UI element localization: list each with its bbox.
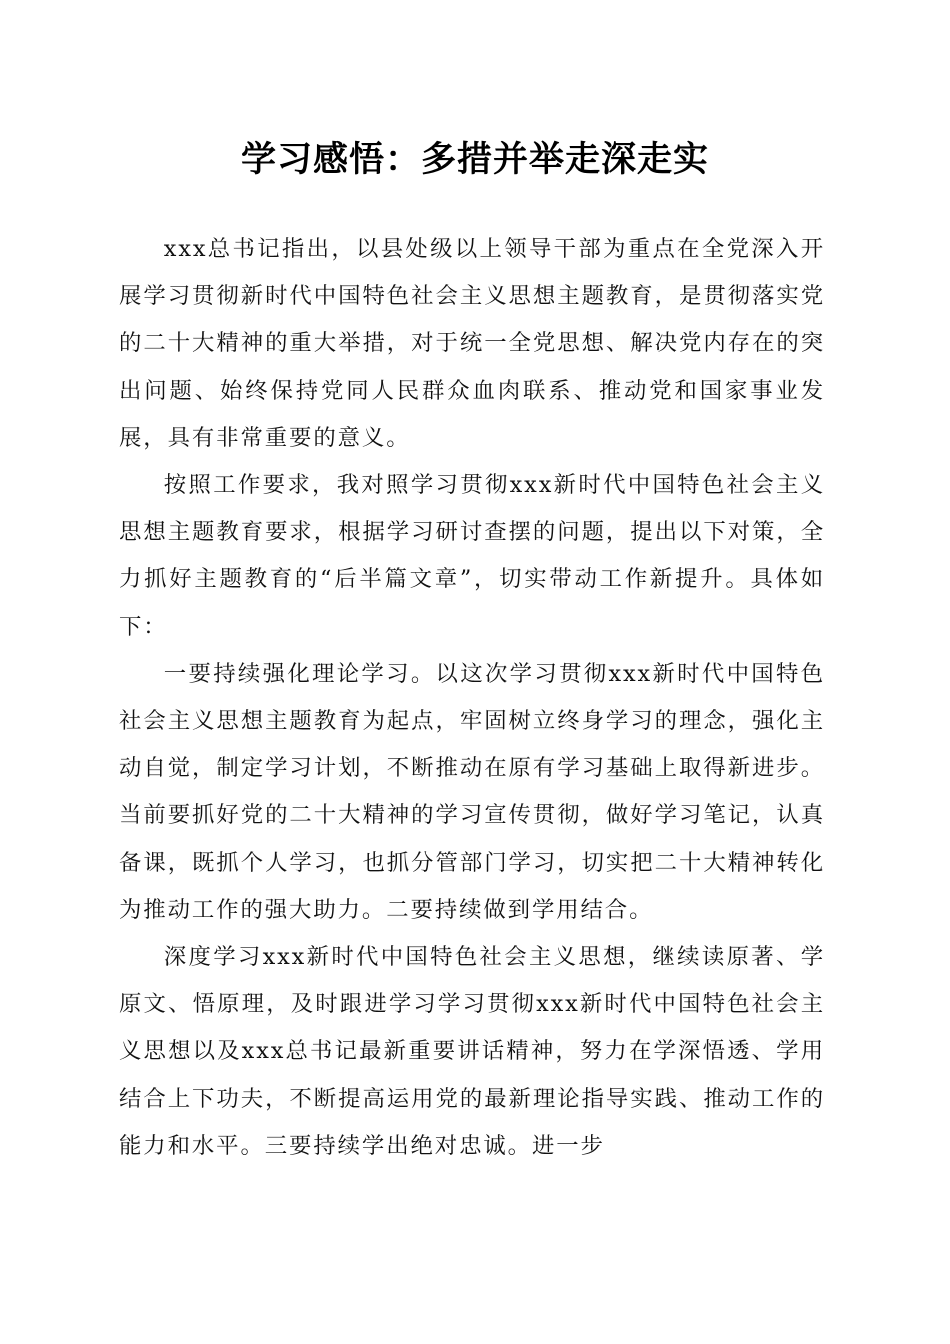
paragraph: 一要持续强化理论学习。以这次学习贯彻xxx新时代中国特色社会主义思想主题教育为起点，牢固树立终身学习的理念，强化主动自觉，制定学习计划，不断推动在原有学习基础上取得新进步。当前要抓好党的二十大精神的学习宣传贯彻，做好学习笔记，认真备课，既抓个人学习，也抓分管部门学习，切实把二十大精神转化为推动工作的强大助力。二要持续做到学用结合。 xyxy=(119,660,825,923)
paragraph: 按照工作要求，我对照学习贯彻xxx新时代中国特色社会主义思想主题教育要求，根据学习研讨查摆的问题，提出以下对策，全力抓好主题教育的“后半篇文章”，切实带动工作新提升。具体如下： xyxy=(119,472,825,640)
document-body xyxy=(119,226,825,1170)
paragraph: xxx总书记指出，以县处级以上领导干部为重点在全党深入开展学习贯彻新时代中国特色社会主义思想主题教育，是贯彻落实党的二十大精神的重大举措，对于统一全党思想、解决党内存在的突出问题、始终保持党同人民群众血肉联系、推动党和国家事业发展，具有非常重要的意义。 xyxy=(119,236,825,451)
document-title: 学习感悟：多措并举走深走实 xyxy=(240,139,709,180)
paragraph: 深度学习xxx新时代中国特色社会主义思想，继续读原著、学原文、悟原理，及时跟进学习学习贯彻xxx新时代中国特色社会主义思想以及xxx总书记最新重要讲话精神，努力在学深悟透、学用结合上下功夫，不断提高运用党的最新理论指导实践、推动工作的能力和水平。三要持续学出绝对忠诚。进一步 xyxy=(119,944,825,1159)
